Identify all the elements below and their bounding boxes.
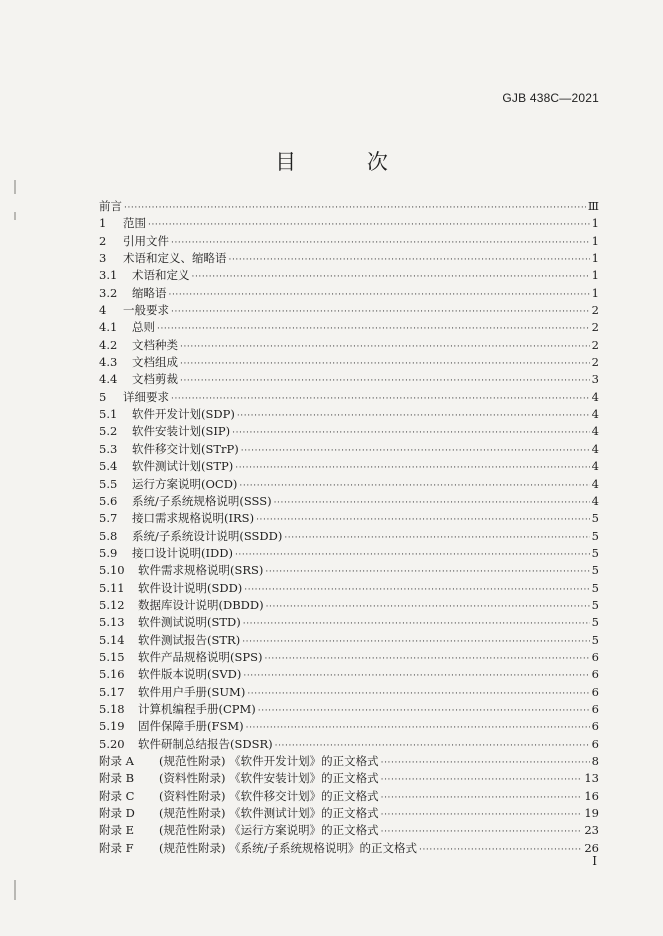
toc-entry-number: 附录 B xyxy=(99,771,135,786)
toc-entry-title: 总则 xyxy=(132,320,155,335)
toc-entry-page: 4 xyxy=(591,407,599,422)
toc-entry-page: 6 xyxy=(591,736,599,751)
toc-entry-number: 1 xyxy=(99,216,107,231)
toc-leader-dots xyxy=(247,689,589,699)
toc-leader-dots xyxy=(235,463,589,473)
toc-entry-number: 附录 F xyxy=(99,840,134,855)
toc-entry-title: 软件用户手册(SUM) xyxy=(138,684,246,699)
toc-entry-title: 软件产品规格说明(SPS) xyxy=(138,649,263,664)
toc-entry[interactable] xyxy=(99,406,599,423)
toc-entry-number: 4.3 xyxy=(99,355,118,370)
toc-entry-page: 6 xyxy=(591,701,599,716)
toc-entry[interactable] xyxy=(99,718,599,735)
scan-mark xyxy=(14,880,16,900)
toc-entry-number: 5.16 xyxy=(99,667,125,682)
toc-entry[interactable] xyxy=(99,215,599,232)
toc-entry-page: 5 xyxy=(591,580,599,595)
toc-entry-number: 5 xyxy=(99,389,107,404)
toc-leader-dots xyxy=(241,446,590,456)
toc-entry-page: 4 xyxy=(591,459,599,474)
toc-entry-page: 19 xyxy=(584,806,599,821)
toc-leader-dots xyxy=(265,567,589,577)
toc-entry-title: 文档组成 xyxy=(132,355,178,370)
toc-entry[interactable] xyxy=(99,822,599,839)
toc-entry-title: (规范性附录) 《系统/子系统规格说明》的正文格式 xyxy=(159,840,418,855)
toc-entry[interactable] xyxy=(99,840,599,857)
toc-entry-number: 5.14 xyxy=(99,632,125,647)
toc-entry[interactable] xyxy=(99,285,599,302)
toc-entry-page: 2 xyxy=(591,355,599,370)
toc-entry[interactable] xyxy=(99,528,599,545)
toc-entry-number: 5.4 xyxy=(99,459,118,474)
toc-entry-title: 接口需求规格说明(IRS) xyxy=(132,511,255,526)
toc-entry-number: 3 xyxy=(99,251,107,266)
toc-entry-page: 4 xyxy=(591,493,599,508)
toc-entry-page: 23 xyxy=(584,823,599,838)
toc-leader-dots xyxy=(192,272,590,282)
toc-leader-dots xyxy=(171,238,590,248)
toc-entry[interactable] xyxy=(99,649,599,666)
toc-leader-dots xyxy=(169,290,590,300)
toc-entry[interactable] xyxy=(99,441,599,458)
toc-leader-dots xyxy=(275,741,590,751)
toc-entry-title: 接口设计说明(IDD) xyxy=(132,545,233,560)
toc-leader-dots xyxy=(284,533,589,543)
toc-entry-number: 5.1 xyxy=(99,407,118,422)
toc-entry-number: 5.15 xyxy=(99,649,125,664)
toc-leader-dots xyxy=(242,637,589,647)
toc-entry-title: 一般要求 xyxy=(123,303,169,318)
toc-leader-dots xyxy=(381,775,583,785)
toc-entry[interactable] xyxy=(99,632,599,649)
toc-entry-title: (资料性附录) 《软件安装计划》的正文格式 xyxy=(159,771,379,786)
toc-entry-title: 前言 xyxy=(99,199,122,213)
toc-entry-page: 8 xyxy=(591,754,599,768)
toc-entry-title: 数据库设计说明(DBDD) xyxy=(138,597,264,612)
toc-leader-dots xyxy=(171,307,590,317)
toc-entry-title: 计算机编程手册(CPM) xyxy=(138,701,256,716)
toc-entry-page: 4 xyxy=(591,476,599,491)
toc-entry[interactable] xyxy=(99,337,599,354)
toc-entry-title: 软件需求规格说明(SRS) xyxy=(138,563,264,578)
toc-leader-dots xyxy=(244,585,589,595)
toc-entry-page: 6 xyxy=(591,667,599,682)
toc-leader-dots xyxy=(229,255,590,265)
toc-leader-dots xyxy=(274,498,590,508)
toc-entry-title: 软件测试计划(STP) xyxy=(132,459,234,474)
toc-entry-page: 2 xyxy=(591,337,599,352)
toc-entry-page: 5 xyxy=(591,597,599,612)
toc-entry-number: 5.19 xyxy=(99,719,125,734)
toc-entry[interactable] xyxy=(99,493,599,510)
toc-leader-dots xyxy=(180,359,590,369)
toc-entry-title: 文档剪裁 xyxy=(132,372,178,387)
toc-entry-page: 26 xyxy=(584,840,599,855)
toc-entry-page: 2 xyxy=(591,320,599,335)
toc-entry-number: 5.3 xyxy=(99,441,118,456)
toc-entry-page: 5 xyxy=(591,632,599,647)
toc-entry-number: 4.2 xyxy=(99,337,118,352)
toc-entry-page: 5 xyxy=(591,563,599,578)
toc-leader-dots xyxy=(266,602,590,612)
toc-entry[interactable] xyxy=(99,319,599,336)
table-of-contents xyxy=(99,198,599,857)
toc-entry-number: 5.12 xyxy=(99,597,125,612)
toc-entry-page: 6 xyxy=(591,649,599,664)
toc-leader-dots xyxy=(124,203,586,213)
toc-leader-dots xyxy=(235,550,590,560)
toc-entry-page: 6 xyxy=(591,719,599,734)
toc-entry-title: 系统/子系统规格说明(SSS) xyxy=(132,493,272,508)
toc-entry[interactable] xyxy=(99,267,599,284)
toc-entry-title: 软件测试报告(STR) xyxy=(138,632,241,647)
toc-entry-page: 1 xyxy=(591,285,599,300)
toc-entry-title: 引用文件 xyxy=(123,233,169,248)
toc-entry[interactable] xyxy=(99,302,599,319)
toc-leader-dots xyxy=(256,515,590,525)
toc-leader-dots xyxy=(232,428,590,438)
toc-entry-page: 6 xyxy=(591,684,599,699)
toc-entry[interactable] xyxy=(99,250,599,267)
toc-entry[interactable] xyxy=(99,562,599,579)
toc-entry-page: 1 xyxy=(591,216,599,231)
toc-entry-title: 详细要求 xyxy=(123,389,169,404)
toc-entry[interactable] xyxy=(99,371,599,388)
toc-entry-title: (规范性附录) 《软件测试计划》的正文格式 xyxy=(159,806,379,821)
scan-mark xyxy=(14,212,16,220)
toc-entry-title: 软件设计说明(SDD) xyxy=(138,580,243,595)
toc-leader-dots xyxy=(246,723,590,733)
toc-entry[interactable] xyxy=(99,736,599,753)
toc-entry-number: 附录 C xyxy=(99,788,135,803)
toc-leader-dots xyxy=(381,827,583,837)
toc-entry-page: 1 xyxy=(591,268,599,283)
toc-leader-dots xyxy=(264,654,589,664)
toc-entry-page: 4 xyxy=(591,441,599,456)
toc-leader-dots xyxy=(243,619,590,629)
toc-leader-dots xyxy=(180,342,590,352)
toc-entry-page: 5 xyxy=(591,528,599,543)
toc-entry-page: 1 xyxy=(591,233,599,248)
standard-code: GJB 438C—2021 xyxy=(502,91,599,105)
toc-entry-title: 术语和定义、缩略语 xyxy=(123,251,227,266)
toc-entry-title: 软件测试说明(STD) xyxy=(138,615,241,630)
toc-leader-dots xyxy=(239,481,589,491)
toc-entry-page: 5 xyxy=(591,545,599,560)
toc-entry-title: 范围 xyxy=(123,216,146,231)
toc-entry[interactable] xyxy=(99,597,599,614)
toc-entry-page: 3 xyxy=(591,372,599,387)
page-title: 目 次 xyxy=(275,150,420,174)
toc-entry-number: 3.1 xyxy=(99,268,118,283)
toc-entry-number: 5.20 xyxy=(99,736,125,751)
toc-entry-page: 5 xyxy=(591,615,599,630)
toc-entry-title: 系统/子系统设计说明(SSDD) xyxy=(132,528,283,543)
toc-entry[interactable] xyxy=(99,458,599,475)
toc-entry-page: Ⅲ xyxy=(587,199,599,213)
toc-entry-number: 4 xyxy=(99,303,107,318)
toc-leader-dots xyxy=(258,706,590,716)
toc-entry-number: 附录 A xyxy=(99,754,134,768)
toc-entry[interactable] xyxy=(99,788,599,805)
toc-entry[interactable] xyxy=(99,614,599,631)
toc-leader-dots xyxy=(419,845,582,855)
toc-entry[interactable] xyxy=(99,666,599,683)
toc-entry-number: 附录 D xyxy=(99,806,135,821)
toc-leader-dots xyxy=(148,220,590,230)
toc-entry-number: 5.5 xyxy=(99,476,118,491)
toc-entry-number: 5.2 xyxy=(99,424,118,439)
toc-entry-number: 4.4 xyxy=(99,372,118,387)
toc-entry-title: (资料性附录) 《软件移交计划》的正文格式 xyxy=(159,788,379,803)
toc-entry-number: 5.8 xyxy=(99,528,118,543)
toc-entry-page: 1 xyxy=(591,251,599,266)
toc-entry[interactable] xyxy=(99,476,599,493)
toc-entry[interactable] xyxy=(99,580,599,597)
toc-entry-title: 软件开发计划(SDP) xyxy=(132,407,235,422)
toc-entry-number: 5.6 xyxy=(99,493,118,508)
toc-entry[interactable] xyxy=(99,233,599,250)
toc-entry-title: 软件版本说明(SVD) xyxy=(138,667,242,682)
toc-entry-title: 软件安装计划(SIP) xyxy=(132,424,231,439)
toc-leader-dots xyxy=(243,671,589,681)
toc-leader-dots xyxy=(381,758,590,768)
toc-entry[interactable] xyxy=(99,198,599,215)
toc-entry[interactable] xyxy=(99,510,599,527)
toc-entry-number: 5.10 xyxy=(99,563,125,578)
toc-entry-page: 16 xyxy=(584,788,599,803)
toc-entry-number: 5.9 xyxy=(99,545,118,560)
toc-leader-dots xyxy=(381,810,583,820)
toc-entry-number: 5.13 xyxy=(99,615,125,630)
toc-entry[interactable] xyxy=(99,423,599,440)
toc-entry[interactable] xyxy=(99,770,599,787)
toc-leader-dots xyxy=(157,324,590,334)
toc-entry-title: 固件保障手册(FSM) xyxy=(138,719,244,734)
toc-entry-page: 4 xyxy=(591,424,599,439)
toc-entry-page: 5 xyxy=(591,511,599,526)
toc-entry-title: 软件移交计划(STrP) xyxy=(132,441,239,456)
toc-entry[interactable] xyxy=(99,701,599,718)
toc-entry[interactable] xyxy=(99,805,599,822)
toc-entry-number: 4.1 xyxy=(99,320,118,335)
toc-leader-dots xyxy=(180,376,590,386)
toc-entry[interactable] xyxy=(99,753,599,770)
toc-entry-number: 2 xyxy=(99,233,107,248)
toc-entry-page: 4 xyxy=(591,389,599,404)
toc-entry-number: 5.18 xyxy=(99,701,125,716)
toc-entry-title: 软件研制总结报告(SDSR) xyxy=(138,736,273,751)
toc-entry-title: 缩略语 xyxy=(132,285,167,300)
toc-entry-title: 文档种类 xyxy=(132,337,178,352)
toc-leader-dots xyxy=(171,394,590,404)
toc-entry-title: (规范性附录) 《运行方案说明》的正文格式 xyxy=(159,823,379,838)
toc-entry[interactable] xyxy=(99,389,599,406)
toc-entry-page: 13 xyxy=(584,771,599,786)
toc-entry-number: 5.17 xyxy=(99,684,125,699)
toc-entry-number: 附录 E xyxy=(99,823,135,838)
page-number: I xyxy=(592,854,597,868)
toc-entry-title: 术语和定义 xyxy=(132,268,190,283)
toc-entry-title: 运行方案说明(OCD) xyxy=(132,476,238,491)
toc-entry[interactable] xyxy=(99,354,599,371)
toc-leader-dots xyxy=(237,411,590,421)
toc-entry-title: (规范性附录) 《软件开发计划》的正文格式 xyxy=(159,754,379,768)
toc-entry-page: 2 xyxy=(591,303,599,318)
toc-entry-number: 5.11 xyxy=(99,580,125,595)
scan-mark xyxy=(14,180,16,194)
toc-entry[interactable] xyxy=(99,545,599,562)
toc-entry-number: 3.2 xyxy=(99,285,118,300)
toc-entry-number: 5.7 xyxy=(99,511,118,526)
toc-leader-dots xyxy=(381,793,583,803)
toc-entry[interactable] xyxy=(99,684,599,701)
